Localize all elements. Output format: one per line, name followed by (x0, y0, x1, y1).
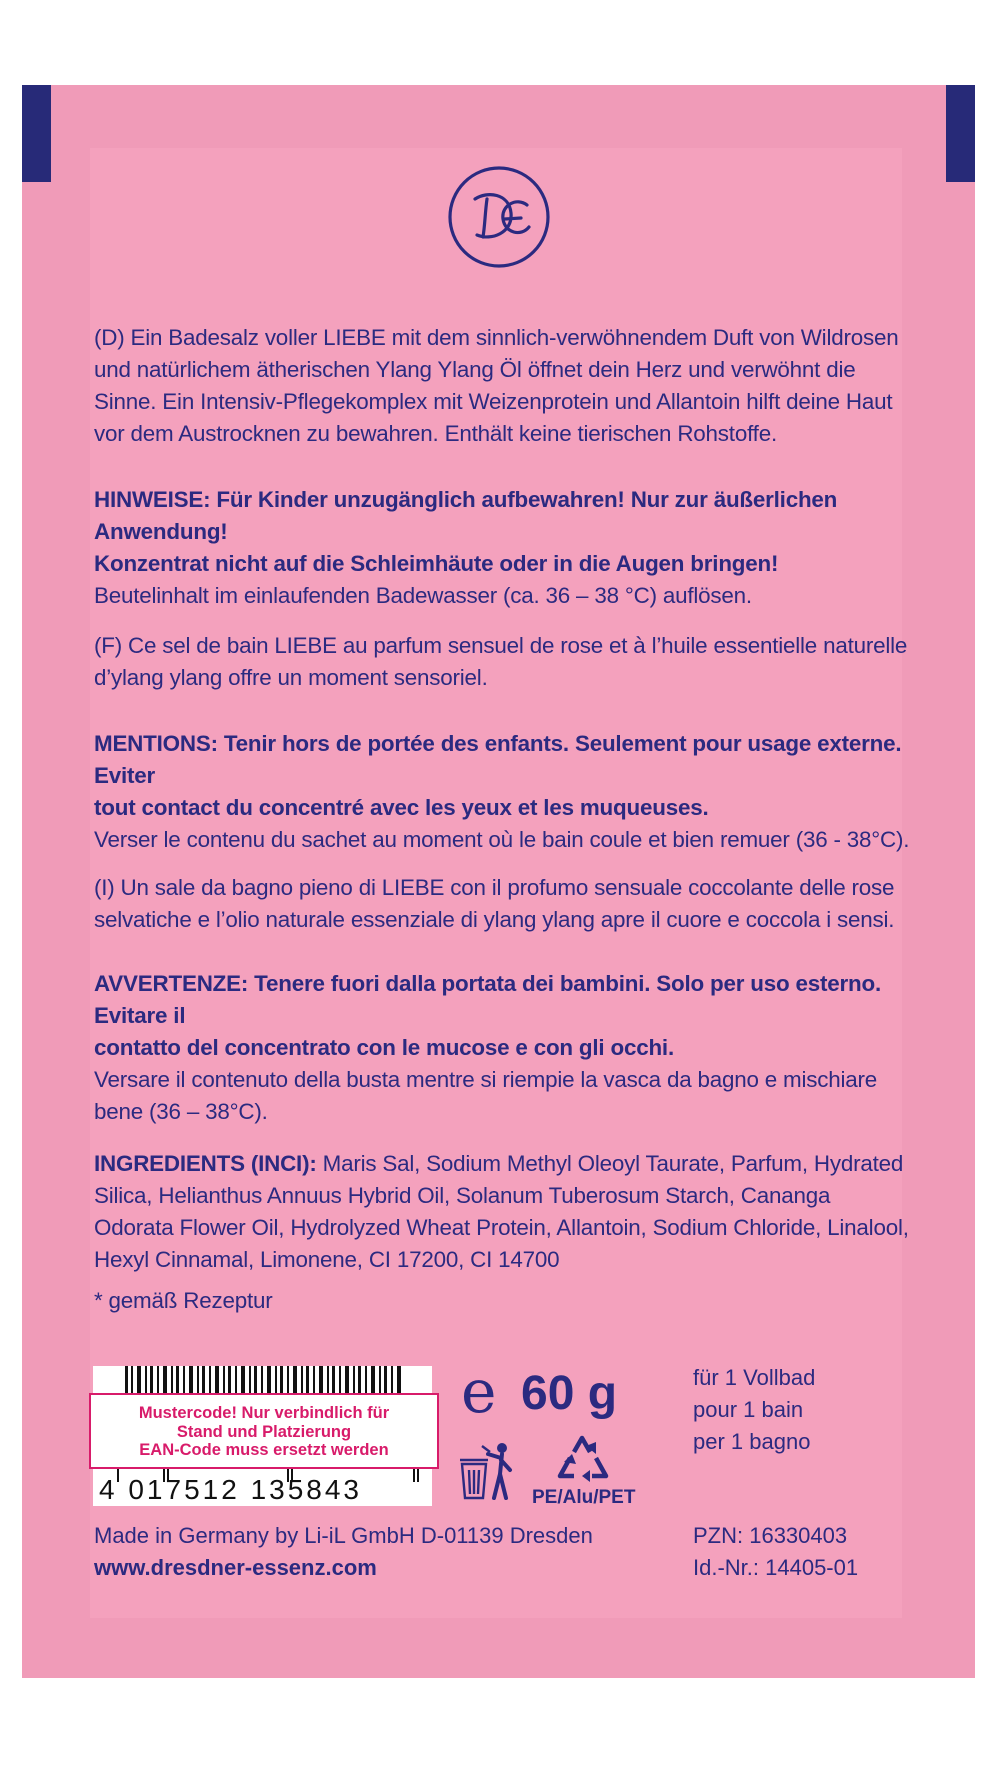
placeholder-code-notice (89, 1393, 439, 1469)
german-usage: Beutelinhalt im einlaufenden Badewasser (ca. 36 – 38 °C) auflösen. (94, 583, 752, 608)
usage-count (693, 1362, 815, 1458)
seal-tab-left (22, 85, 51, 182)
notice-line-1: Mustercode! Nur verbindlich für (138, 1404, 390, 1422)
estimated-sign: e (461, 1357, 497, 1427)
notice-line-3: EAN-Code muss ersetzt werden (139, 1441, 389, 1459)
german-warning-line-2: Konzentrat nicht auf die Schleimhäute oder in die Augen bringen! (94, 551, 779, 576)
ingredients-label: INGREDIENTS (INCI): (94, 1151, 317, 1176)
french-warning-line-2: tout contact du concentré avec les yeux et les muqueuses. (94, 795, 709, 820)
manufacturer-line: Made in Germany by Li-iL GmbH D-01139 Dresden (94, 1523, 593, 1548)
german-warnings (94, 484, 914, 612)
french-description (94, 630, 914, 694)
usage-count-de: für 1 Vollbad (693, 1365, 816, 1390)
id-number: Id.-Nr.: 14405-01 (693, 1555, 859, 1580)
usage-count-fr: pour 1 bain (693, 1397, 804, 1422)
brand-logo-icon (447, 165, 551, 269)
italian-warning-line-2: contatto del concentrato con le mucose e con gli occhi. (94, 1035, 674, 1060)
italian-description (94, 872, 914, 936)
italian-warning-line-1: AVVERTENZE: Tenere fuori dalla portata dei bambini. Solo per uso esterno. Evitare il (94, 971, 882, 1028)
german-description (94, 322, 914, 450)
notice-line-2: Stand und Platzierung (176, 1422, 352, 1441)
italian-warnings (94, 968, 914, 1128)
german-intro: (D) Ein Badesalz voller LIEBE mit dem sinnlich-verwöhnendem Duft von Wildrosen und natürlichem ätherischen Ylang Ylang Öl öffnet dein Herz und verwöhnt die Sinne. Ein Intensiv-Pflegekomplex mit Weizenprotein und Allantoin hilft deine Haut vor dem Austrocknen zu bewahren. Enthält keine tierischen Rohstoffe. (94, 325, 899, 446)
ingredients-text: Maris Sal, Sodium Methyl Oleoyl Taurate, Parfum, Hydrated Silica, Helianthus Annuus Hybrid Oil, Solanum Tuberosum Starch, Cananga Odorata Flower Oil, Hydrolyzed Wheat Protein, Allantoin, Sodium Chloride, Linalool, Hexyl Cinnamal, Limonene, CI 17200, CI 14700 (94, 1151, 909, 1272)
pzn-code: PZN: 16330403 (693, 1523, 848, 1548)
barcode-number: 4 017512 135843 (99, 1474, 362, 1505)
german-warning-line-1: HINWEISE: Für Kinder unzugänglich aufbewahren! Nur zur äußerlichen Anwendung! (94, 487, 838, 544)
recycling-icon (552, 1432, 614, 1490)
italian-intro: (I) Un sale da bagno pieno di LIEBE con il profumo sensuale coccolante delle rose selvatiche e l’olio naturale essenziale di ylang ylang apre il cuore e coccola i sensi. (94, 875, 895, 932)
french-warnings (94, 728, 914, 856)
net-weight: 60 g (521, 1367, 618, 1420)
ingredients-list (94, 1148, 914, 1276)
usage-count-it: per 1 bagno (693, 1429, 811, 1454)
website-link[interactable]: www.dresdner-essenz.com (94, 1555, 377, 1580)
french-warning-line-1: MENTIONS: Tenir hors de portée des enfants. Seulement pour usage externe. Eviter (94, 731, 902, 788)
footnote: * gemäß Rezeptur (94, 1288, 273, 1313)
french-usage: Verser le contenu du sachet au moment où le bain coule et bien remuer (36 - 38°C). (94, 827, 910, 852)
seal-tab-right (946, 85, 975, 182)
manufacturer-info (94, 1520, 593, 1584)
product-codes (693, 1520, 858, 1584)
italian-usage: Versare il contenuto della busta mentre si riempie la vasca da bagno e mischiare bene (36 – 38°C). (94, 1067, 878, 1124)
packaging-material: PE/Alu/PET (532, 1487, 636, 1508)
french-intro: (F) Ce sel de bain LIEBE au parfum sensuel de rose et à l’huile essentielle naturelle d’ylang ylang offre un moment sensoriel. (94, 633, 908, 690)
trash-bin-icon (458, 1440, 518, 1502)
